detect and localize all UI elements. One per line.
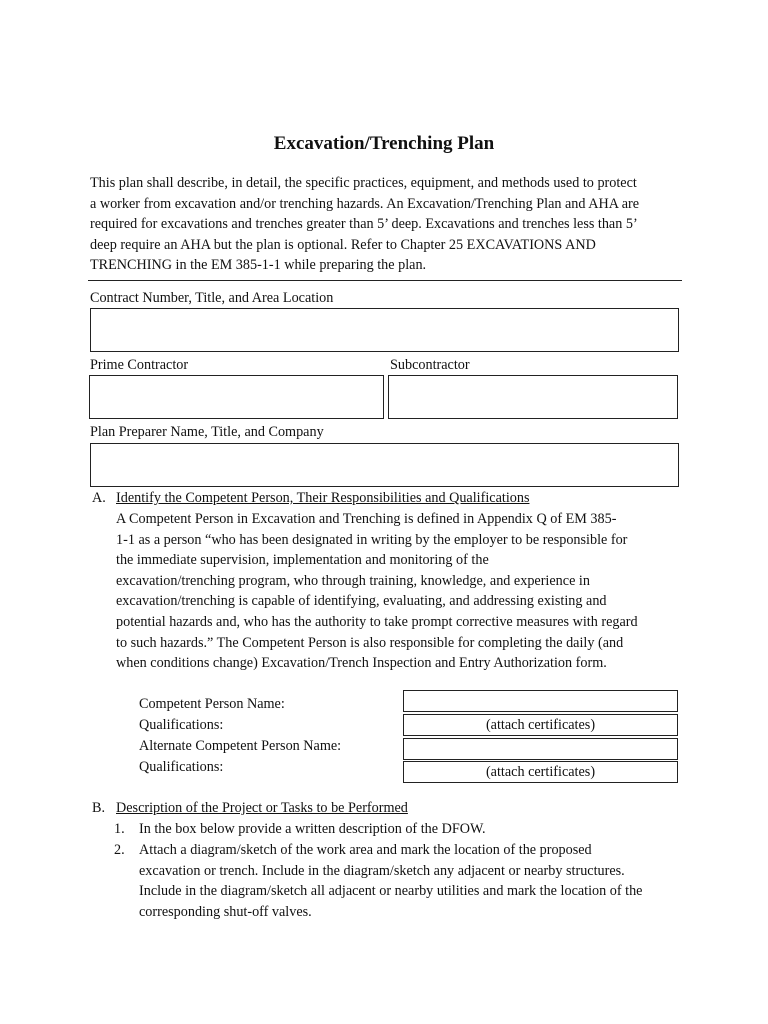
section-a-heading	[92, 489, 692, 507]
attach-certificates-note: (attach certificates)	[485, 717, 596, 733]
competent-person-name-label: Competent Person Name:	[139, 696, 285, 712]
section-a-line: to such hazards.” The Competent Person is also responsible for completing the daily (and	[116, 634, 624, 651]
qualifications-field-2[interactable]	[403, 761, 678, 783]
section-a-line: potential hazards and, who has the authority to take prompt corrective measures with regard	[116, 613, 638, 630]
section-a-title: Identify the Competent Person, Their Responsibilities and Qualifications	[116, 490, 530, 506]
list-item	[114, 819, 694, 840]
subcontractor-label: Subcontractor	[390, 357, 470, 373]
intro-paragraph	[90, 173, 680, 276]
section-a-line: when conditions change) Excavation/Trench Inspection and Entry Authorization form.	[116, 655, 607, 672]
section-b-title: Description of the Project or Tasks to be Performed	[116, 800, 408, 816]
section-a-letter: A.	[92, 490, 106, 506]
list-item-number: 1.	[114, 821, 125, 837]
section-a-line: A Competent Person in Excavation and Trenching is defined in Appendix Q of EM 385-	[116, 511, 617, 527]
section-a-paragraph	[116, 509, 686, 674]
list-item-number: 2.	[114, 842, 125, 858]
section-a-line: excavation/trenching program, who through training, knowledge, and experience in	[116, 572, 590, 589]
qualifications-label: Qualifications:	[139, 717, 224, 733]
competent-person-name-field[interactable]	[403, 690, 678, 712]
list-item	[114, 840, 694, 924]
intro-line: a worker from excavation and/or trenching hazards. An Excavation/Trenching Plan and AHA are	[90, 195, 640, 212]
page-title: Excavation/Trenching Plan	[273, 133, 495, 154]
list-item-line: Include in the diagram/sketch all adjacent or nearby utilities and mark the location of the	[139, 883, 643, 900]
section-a-line: excavation/trenching is capable of identifying, evaluating, and addressing existing and	[116, 593, 607, 610]
intro-line: deep require an AHA but the plan is optional. Refer to Chapter 25 EXCAVATIONS AND	[90, 236, 596, 253]
list-item-line: excavation or trench. Include in the diagram/sketch any adjacent or nearby structures.	[139, 862, 625, 879]
contract-label: Contract Number, Title, and Area Location	[90, 290, 334, 306]
horizontal-divider	[88, 280, 682, 281]
list-item-line: corresponding shut-off valves.	[139, 903, 312, 920]
intro-line: required for excavations and trenches greater than 5’ deep. Excavations and trenches less than 5’	[90, 216, 638, 232]
intro-line: This plan shall describe, in detail, the specific practices, equipment, and methods used to protect	[90, 175, 637, 191]
prime-contractor-field[interactable]	[89, 375, 384, 419]
list-item-text	[139, 819, 689, 840]
section-b-letter: B.	[92, 800, 106, 816]
alternate-competent-person-name-field[interactable]	[403, 738, 678, 760]
alternate-competent-person-name-label: Alternate Competent Person Name:	[139, 738, 342, 754]
intro-line: TRENCHING in the EM 385-1-1 while preparing the plan.	[90, 257, 427, 273]
list-item-text	[139, 840, 689, 922]
list-item-line: Attach a diagram/sketch of the work area and mark the location of the proposed	[139, 842, 592, 858]
preparer-field[interactable]	[90, 443, 679, 487]
preparer-label: Plan Preparer Name, Title, and Company	[90, 424, 324, 440]
qualifications-field[interactable]	[403, 714, 678, 736]
prime-contractor-label: Prime Contractor	[90, 357, 189, 373]
qualifications-label-2: Qualifications:	[139, 759, 224, 775]
list-item-line: In the box below provide a written description of the DFOW.	[139, 821, 486, 837]
contract-field[interactable]	[90, 308, 679, 352]
section-a-line: the immediate supervision, implementation and monitoring of the	[116, 552, 489, 569]
subcontractor-field[interactable]	[388, 375, 678, 419]
section-a-line: 1-1 as a person “who has been designated in writing by the employer to be responsible for	[116, 531, 628, 548]
section-b-heading	[92, 799, 692, 817]
attach-certificates-note-2: (attach certificates)	[485, 764, 596, 780]
